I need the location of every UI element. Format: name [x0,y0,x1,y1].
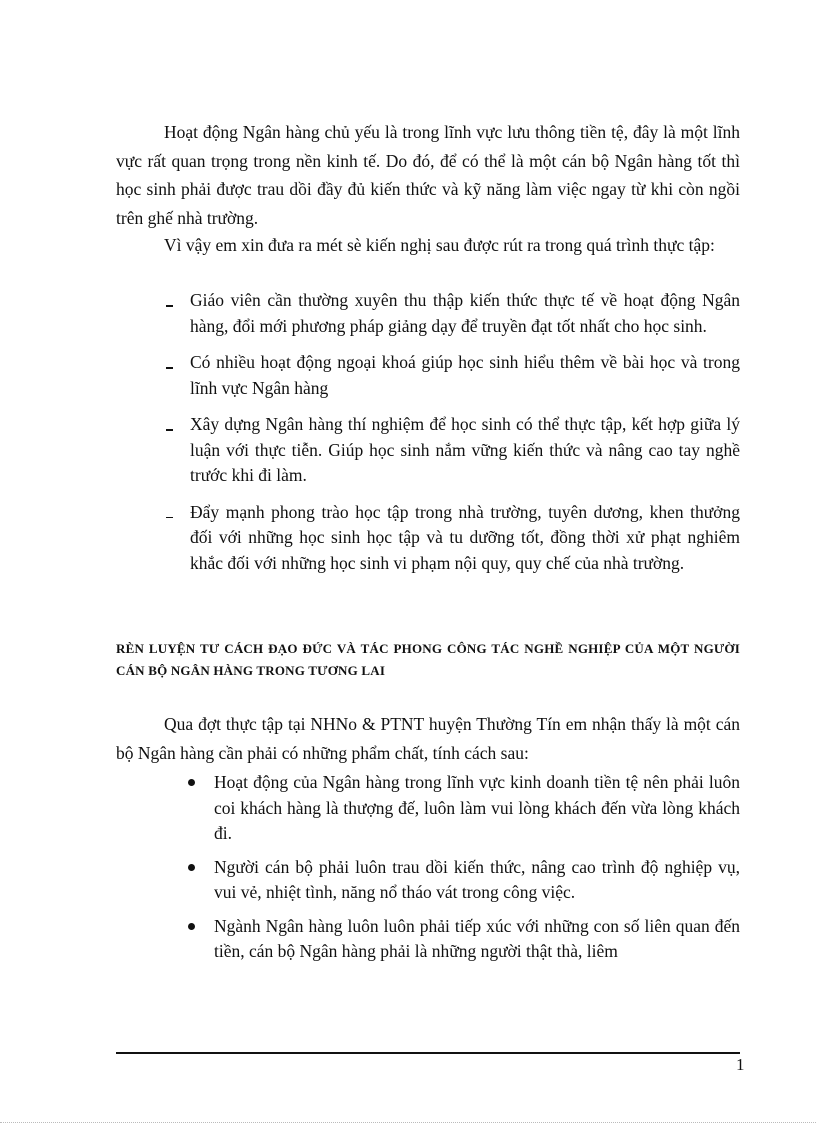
list-item-text: Xây dựng Ngân hàng thí nghiệm để học sinh có thể thực tập, kết hợp giữa lý luận với thực tiễn. Giúp học sinh nắm vững kiến thức và nâng cao tay nghề trước khi đi làm. [190,414,740,485]
intro-paragraph-2: Vì vậy em xin đưa ra mét sè kiến nghị sau được rút ra trong quá trình thực tập: [164,235,715,255]
list-item [188,770,740,847]
qualities-list [188,770,740,973]
list-item-text: Hoạt động của Ngân hàng trong lĩnh vực kinh doanh tiền tệ nên phải luôn coi khách hàng là thượng đế, luôn làm vui lòng khách đến vừa lòng khách đi. [214,772,740,843]
list-item [164,500,740,577]
footer-divider [116,1052,740,1054]
intro-paragraph-1: Hoạt động Ngân hàng chủ yếu là trong lĩnh vực lưu thông tiền tệ, đây là một lĩnh vực rất quan trọng trong nền kinh tế. Do đó, để có thể là một cán bộ Ngân hàng tốt thì học sinh phải được trau dồi đầy đủ kiến thức và kỹ năng làm việc ngay từ khi còn ngồi trên ghế nhà trường. [116,122,740,228]
section-heading: RÈN LUYỆN TƯ CÁCH ĐẠO ĐỨC VÀ TÁC PHONG CÔNG TÁC NGHỀ NGHIỆP CỦA MỘT NGƯỜI CÁN BỘ NGÂN HÀNG TRONG TƯƠNG LAI [116,641,740,678]
list-item-text: Có nhiều hoạt động ngoại khoá giúp học sinh hiểu thêm về bài học và trong lĩnh vực Ngân hàng [190,352,740,398]
list-item-text: Người cán bộ phải luôn trau dồi kiến thức, nâng cao trình độ nghiệp vụ, vui vẻ, nhiệt tình, năng nổ tháo vát trong công việc. [214,856,740,902]
bullet-dot-icon [188,864,195,871]
list-item [164,412,740,489]
bullet-dot-icon [188,779,195,786]
list-item [188,914,740,965]
list-item [164,350,740,401]
bullet-dot-icon [188,923,195,930]
list-item-text: Giáo viên cần thường xuyên thu thập kiến thức thực tế về hoạt động Ngân hàng, đổi mới phương pháp giảng dạy để truyền đạt tốt nhất cho học sinh. [190,290,740,336]
section-paragraph: Qua đợt thực tập tại NHNo & PTNT huyện Thường Tín em nhận thấy là một cán bộ Ngân hàng cần phải có những phẩm chất, tính cách sau: [116,714,740,763]
list-item-text: Ngành Ngân hàng luôn luôn phải tiếp xúc với những con số liên quan đến tiền, cán bộ Ngân hàng phải là những người thật thà, liêm [214,915,740,961]
page-number: 1 [736,1055,745,1074]
list-item [164,288,740,339]
recommendation-list [164,288,740,587]
list-item-text: Đẩy mạnh phong trào học tập trong nhà trường, tuyên dương, khen thưởng đối với những học sinh học tập và tu dưỡng tốt, đồng thời xử phạt nghiêm khắc đối với những học sinh vi phạm nội quy, quy chế của nhà trường. [190,501,740,573]
list-item [188,855,740,906]
